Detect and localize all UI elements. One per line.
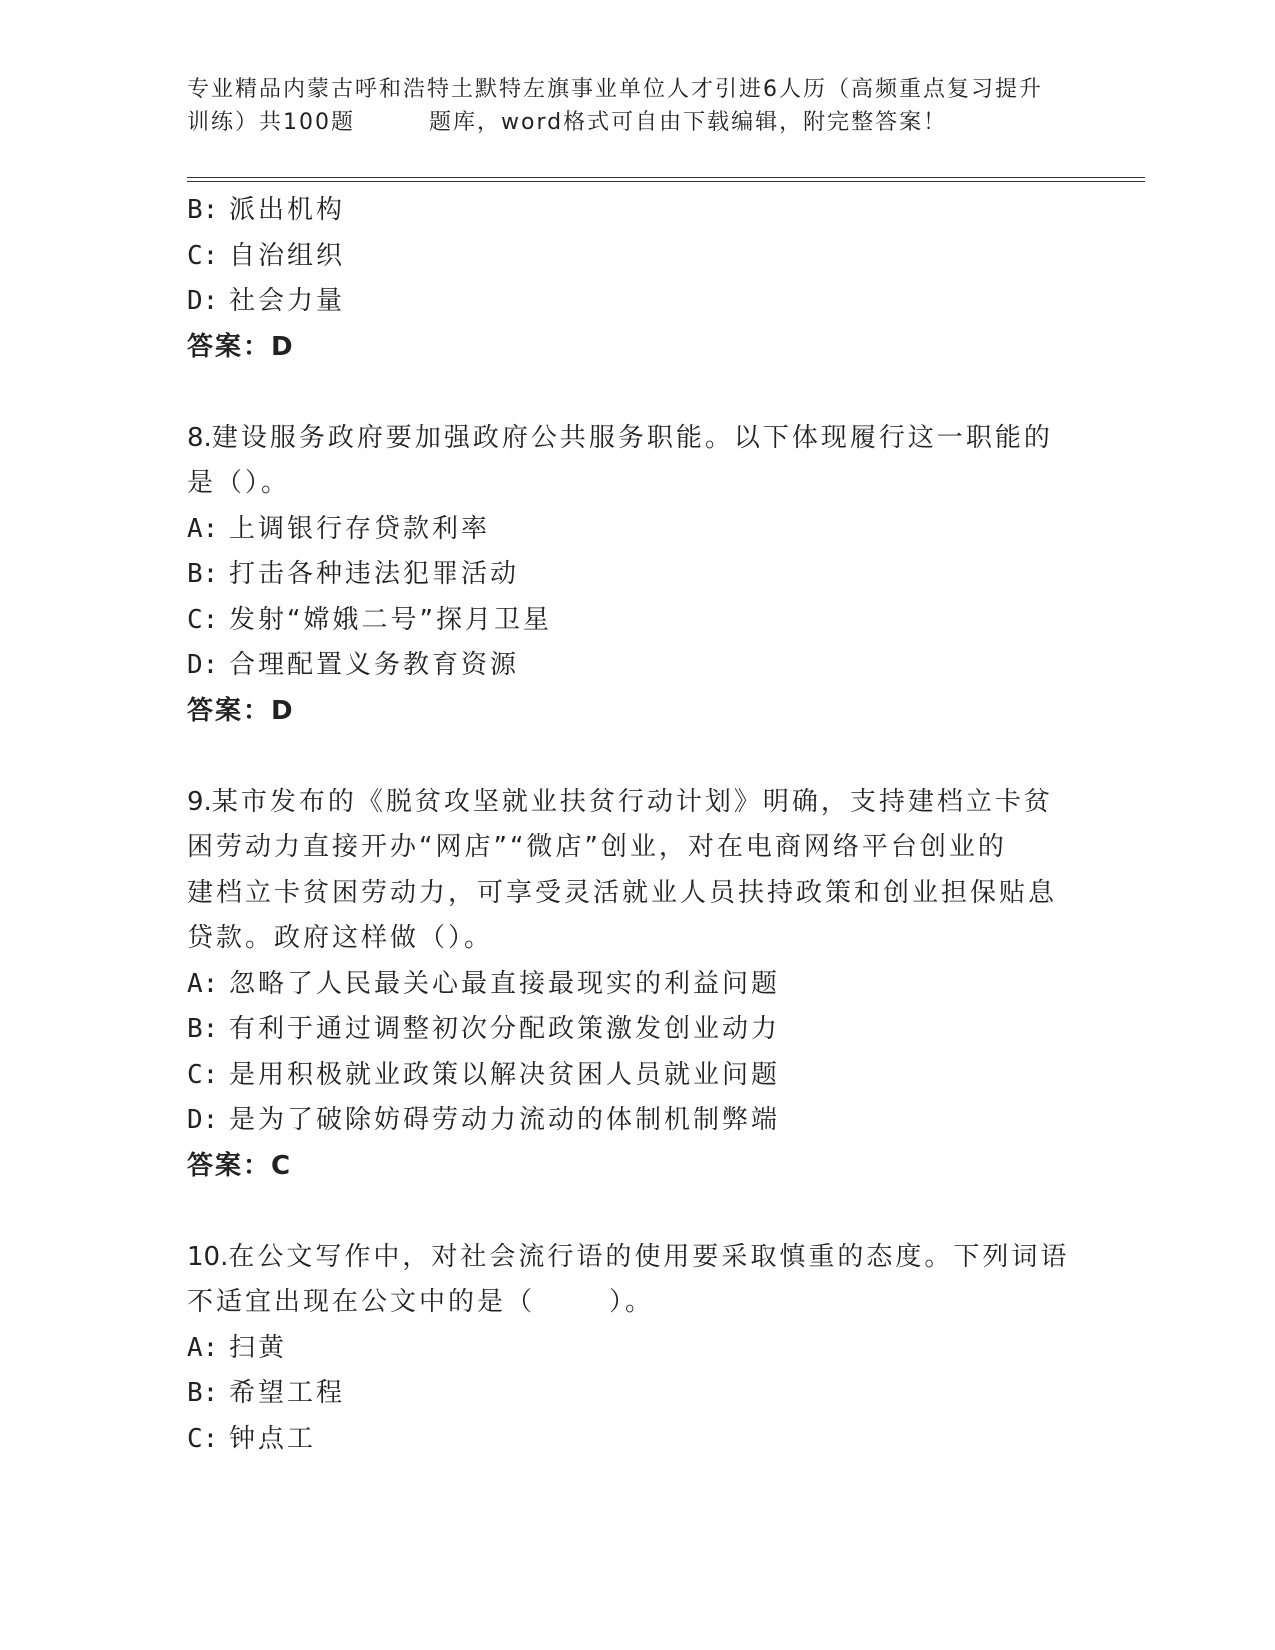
option-row bbox=[187, 962, 1067, 1008]
question-number: 10. bbox=[187, 1241, 229, 1272]
option-row bbox=[187, 1417, 1067, 1463]
option-label: C: bbox=[187, 1423, 219, 1454]
header-line-2-left: 训练）共100题 bbox=[187, 110, 355, 135]
answer-value: C bbox=[271, 1150, 293, 1181]
option-row bbox=[187, 234, 1067, 280]
option-row bbox=[187, 1007, 1067, 1053]
question-line bbox=[187, 1235, 1070, 1281]
option-text: 发射“嫦娥二号”探月卫星 bbox=[229, 604, 552, 635]
option-row bbox=[187, 188, 1067, 234]
question-text-right: ）。 bbox=[609, 1287, 655, 1317]
option-row bbox=[187, 598, 1067, 644]
option-text: 自治组织 bbox=[229, 240, 346, 271]
option-text: 打击各种违法犯罪活动 bbox=[229, 559, 520, 589]
question-number: 8. bbox=[187, 422, 212, 453]
option-label: C: bbox=[187, 604, 219, 635]
answer-row bbox=[187, 325, 1067, 371]
option-text: 有利于通过调整初次分配政策激发创业动力 bbox=[229, 1014, 781, 1044]
question-text-left: 不适宜出现在公文中的是（ bbox=[187, 1287, 536, 1317]
option-row bbox=[187, 1098, 1067, 1144]
option-row bbox=[187, 1053, 1067, 1099]
question-line bbox=[187, 780, 1067, 826]
question-text: 建设服务政府要加强政府公共服务职能。以下体现履行这一职能的 bbox=[211, 422, 1053, 453]
option-label: A: bbox=[187, 968, 219, 999]
option-row bbox=[187, 1326, 1067, 1372]
answer-label: 答案： bbox=[187, 331, 272, 362]
option-text: 扫黄 bbox=[229, 1332, 288, 1363]
answer-row bbox=[187, 1144, 1067, 1190]
answer-label: 答案： bbox=[187, 695, 272, 726]
option-label: C: bbox=[187, 1059, 219, 1090]
option-row bbox=[187, 552, 1067, 598]
question-line bbox=[187, 416, 1067, 462]
question-number: 9. bbox=[187, 786, 212, 817]
question-line: 建档立卡贫困劳动力，可享受灵活就业人员扶持政策和创业担保贴息 bbox=[187, 877, 1058, 908]
option-label: A: bbox=[187, 1332, 219, 1363]
option-text: 钟点工 bbox=[229, 1423, 317, 1454]
document-header bbox=[187, 73, 1087, 139]
option-text: 上调银行存贷款利率 bbox=[229, 513, 491, 544]
answer-label: 答案： bbox=[187, 1150, 272, 1181]
option-row bbox=[187, 643, 1067, 689]
question-line bbox=[187, 1280, 1067, 1326]
option-label: B: bbox=[187, 559, 219, 589]
question-text: 在公文写作中，对社会流行语的使用要采取慎重的态度。下列词语 bbox=[228, 1241, 1070, 1272]
answer-row bbox=[187, 689, 1067, 735]
header-line-2 bbox=[187, 106, 1087, 139]
option-text: 忽略了人民最关心最直接最现实的利益问题 bbox=[229, 968, 781, 999]
option-label: D: bbox=[187, 650, 219, 680]
option-label: D: bbox=[187, 286, 219, 316]
option-label: D: bbox=[187, 1105, 219, 1135]
question-line: 是（）。 bbox=[187, 468, 291, 498]
header-rule-bottom bbox=[187, 181, 1145, 182]
option-text: 派出机构 bbox=[229, 195, 346, 225]
option-label: C: bbox=[187, 240, 219, 271]
option-row bbox=[187, 1371, 1067, 1417]
option-label: B: bbox=[187, 1014, 219, 1044]
question-line: 贷款。政府这样做（）。 bbox=[187, 923, 494, 953]
question-content bbox=[187, 188, 1070, 1462]
header-line-2-right: 题库，word格式可自由下载编辑，附完整答案！ bbox=[429, 110, 948, 135]
header-line-1: 专业精品内蒙古呼和浩特土默特左旗事业单位人才引进6人历（高频重点复习提升 bbox=[187, 77, 1043, 102]
question-line: 困劳动力直接开办“网店”“微店”创业，对在电商网络平台创业的 bbox=[187, 832, 1007, 862]
option-text: 合理配置义务教育资源 bbox=[229, 650, 520, 680]
option-row bbox=[187, 279, 1067, 325]
option-label: A: bbox=[187, 513, 219, 544]
option-text: 希望工程 bbox=[229, 1378, 346, 1408]
header-rule-top bbox=[187, 177, 1145, 178]
option-text: 社会力量 bbox=[229, 286, 346, 316]
option-label: B: bbox=[187, 195, 219, 225]
answer-value: D bbox=[271, 695, 295, 726]
option-label: B: bbox=[187, 1378, 219, 1408]
question-text: 某市发布的《脱贫攻坚就业扶贫行动计划》明确，支持建档立卡贫 bbox=[211, 786, 1053, 817]
answer-value: D bbox=[271, 331, 295, 362]
option-text: 是为了破除妨碍劳动力流动的体制机制弊端 bbox=[229, 1105, 781, 1135]
option-row bbox=[187, 507, 1067, 553]
option-text: 是用积极就业政策以解决贫困人员就业问题 bbox=[229, 1059, 781, 1090]
